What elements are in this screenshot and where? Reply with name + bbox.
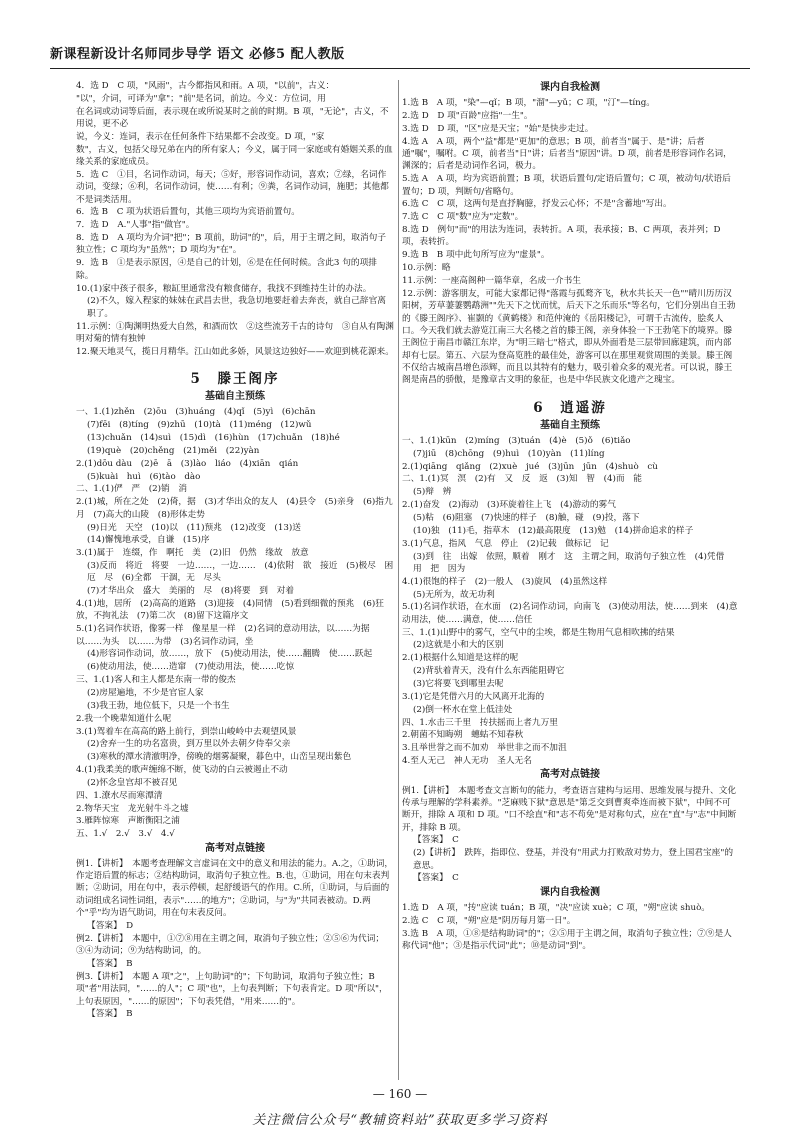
- answer-line: 4.(1)很饱的样子 (2)一般人 (3)旋风 (4)虽然这样: [402, 576, 608, 587]
- answer-line: 例1.【讲析】 本题考查文言断句的能力，考查语言建构与运用、思维发展与提升、文化传承与理解的学科素养。"芝麻贱下狱"意思是"第乏交到曹爽牵连而被下狱"，中间不可断开，排除 A 项和 D 项。"口不绘直"和"志不苟免"是对称句式，应在"直"与"志"中间断开，排除 B 项。: [402, 785, 737, 833]
- answer-line: 11.示例：①陶渊明热爱大自然，和酒而饮 ②这些流芳千古的诗句 ③自从有陶渊明对菊的情有独钟: [76, 321, 394, 344]
- answer-line: 四、1.水击三千里 抟扶摇而上者九万里: [402, 717, 558, 728]
- section6-title: 6 逍遥游: [533, 399, 607, 416]
- answer-line: 三、1.(1)客人和主人都是东南一带的俊杰: [76, 675, 236, 686]
- answer-line: 3.选 B A 项，①⑧是结构助词"的"；②⑤用于主谓之间，取消句子独立性；⑦⑨是人称代词"他"；③是指示代词"此"；⑩是动词"到"。: [402, 928, 732, 952]
- answer-line: 3.(1)它是凭借六月的大风离开北海的: [402, 691, 545, 702]
- answer-line: 例1.【讲析】 本题考查理解文言虚词在文中的意义和用法的能力。A.之，①助词，作定语后置的标志；②结构助词，取消句子独立性。B.也，①助词，用在句末表判断；②助词，用在句中，表示停顿，起舒缓语气的作用。C.所，①助词，与后面的动词组成名词性词组，表示"……的地方"；②助词，与"为"共同表被动。D.两个"乎"均为语气助词，用在句末表反问。: [76, 858, 394, 919]
- answer-line: 12.示例：游客朋友，可能大家都记得"落霞与孤鹜齐飞，秋水共长天一色""晴川历历汉阳树，芳草萋萋鹦鹉洲""先天下之忧而忧，后天下之乐而乐"等名句，它们分别出自王勃的《滕王阁序》、崔颢的《黄鹤楼》和范仲淹的《岳阳楼记》，可谓千古流传，脍炙人口。今天我们就去游览江南三大名楼之首的滕王阁，亲身体验一下王勃笔下的境界。滕王阁位于南昌市赣江东岸，为"明三暗七"格式，即从外面看是三层带回廊建筑，而内部却有七层。第五、六层为登高览胜的最佳处，游客可以在那里观赏周围的美景。滕王阁不仅给古城南昌增色添辉，而且以其特有的魅力，吸引着众多的观光者。可以说，滕王阁是南昌的骄傲，是豫章古文明的象征，也是中华民族文化遗产之瑰宝。: [402, 288, 736, 386]
- answer-line: (19)què (20)chěng (21)měi (22)yàn: [87, 445, 260, 456]
- answer-line: (3)它将要飞到哪里去呢: [413, 678, 504, 689]
- answer-line: 2.(1)城，所在之处 (2)倚，据 (3)才华出众的友人 (4)县令 (5)亲身 (6)指九月 (7)高大的山陵 (8)形体走势: [76, 497, 393, 520]
- section5-subtitle: 基础自主预练: [205, 391, 265, 403]
- left-answers-part1: [76, 80, 394, 358]
- answer-line: (2)房屋遍地，不少是官宦人家: [87, 687, 204, 698]
- answer-line: 1.选 B A 项，"染"—qǐ；B 项，"溜"—yǔ；C 项，"汀"—tíng。: [402, 98, 655, 109]
- section6-link-title: 高考对点链接: [540, 769, 600, 781]
- left-answers-part3: [76, 858, 394, 1021]
- answer-line: 6．选 B C 项为状语后置句，其他三项均为宾语前置句。: [76, 207, 300, 218]
- answer-line: 4.(1)我柔美的歌声缠绵不断，使飞动的白云被遏止不动: [76, 765, 288, 776]
- answer-line: (2)这就是小和大的区别: [413, 640, 504, 651]
- answer-line: 5.选 A A 项，均为宾语前置；B 项，状语后置句/定语后置句；C 项，被动句/状语后置句；D 项，判断句/省略句。: [402, 174, 731, 197]
- answer-line: 五、1.√ 2.√ 3.√ 4.√: [76, 829, 175, 840]
- answer-line: 2.(1)dōu dàu (2)ē ā (3)lào liáo (4)xiān qián: [76, 458, 299, 469]
- section5-link-title: 高考对点链接: [205, 842, 265, 854]
- answer-line: (2)舍弃一生的功名富贵，到万里以外去朝夕侍奉父亲: [87, 739, 291, 750]
- check1-title: 课内自我检测: [540, 82, 600, 93]
- answer-line: 3.雁阵惊寒 声断衡阳之浦: [76, 816, 180, 827]
- answer-line: 三、1.(1)山野中的雾气，空气中的尘埃，都是生物用气息相吹拂的结果: [402, 627, 675, 638]
- answer-line: 一、1.(1)zhěn (2)ōu (3)huáng (4)qǐ (5)yì (6)chān: [76, 407, 316, 418]
- answer-line: (14)懈愧地承受，自谦 (15)序: [87, 535, 210, 546]
- answer-line: 3.(1)气息，指风 气息 停止 (2)记载 做标记 记: [402, 538, 609, 549]
- right-answers-part4: [402, 902, 738, 952]
- answer-line: 8．选 D A 项均为介词"把"；B 项前，助词"的"，后，用于主谓之间，取消句子独立性；C 项均为"虽然"；D 项均为"在"。: [76, 233, 387, 256]
- answer-line: 5.(1)名词作状语，像雾一样 像星星一样 (2)名词的意动用法，以……为据 以……为头 以……为带 (3)名词作动词，坐: [76, 624, 379, 647]
- answer-line: 9．选 B ①是表示原因，④是自己的计划，⑥是在任何时候。含此3 句的项排除。: [76, 258, 377, 281]
- answer-line: 10.(1)家中孩子很多，粮缸里通常没有粮食储存，我找不到维持生计的办法。: [76, 283, 372, 294]
- answer-line: 【答案】 C: [413, 873, 459, 884]
- answer-line: 3.(1)属于 连缀，作 啊托 美 (2)旧 仍然 缘故 放意: [76, 548, 309, 559]
- answer-line: 7.选 C C 项"数"应为"定数"。: [402, 212, 524, 223]
- answer-line: 5．选 C ①目，名词作动词，每天；⑤好，形容词作动词，喜欢；⑦绿，名词作动词，变绿；⑥利，名词作动词，使……有利；⑨粪，名词作动词，施肥；其他都不是词类活用。: [76, 169, 389, 205]
- answer-line: 2.我一个晚辈知道什么呢: [76, 713, 172, 724]
- answer-line: (9)日光 天空 (10)以 (11)预兆 (12)改变 (13)送: [87, 522, 301, 533]
- answer-line: 【答案】 C: [413, 835, 459, 846]
- answer-line: 数"，古义，包括父母兄弟在内的所有家人；今义，属于同一家庭或有婚姻关系的血缘关系的家庭成员。: [76, 144, 393, 168]
- answer-line: 【答案】 D: [87, 921, 134, 931]
- answer-line: 1.选 D A 项，"抟"应读 tuán；B 项，"决"应读 xuè；C 项，"朔"应读 shuò。: [402, 903, 710, 913]
- answer-line: 3.(1)驾着车在高高的路上前行，到崇山峻岭中去观望风景: [76, 726, 297, 737]
- answer-line: (3)到 往 出嫁 依照，顺着 刚才 这 主谓之间，取消句子独立性 (4)凭借 用 把 因为: [413, 551, 733, 574]
- answer-line: (2)怀念皇宫却不被召见: [87, 777, 178, 788]
- right-answers-part1: [402, 97, 738, 386]
- answer-line: 在名词或动词等后面，表示现在或所说某时之前的时期。B 项，"无论"，古义，不用说，更不必: [76, 106, 389, 130]
- answer-line: 5.(1)名词作状语，在水面 (2)名词作动词，向南飞 (3)使动用法，使……到来 (4)意动用法，使……满意，使……信任: [402, 602, 738, 625]
- answer-line: (4)形容词作动词，放……，放下 (5)使动用法，使……翻腾 使……跃起: [87, 649, 373, 660]
- page-header: 新课程新设计名师同步导学 语文 必修5 配人教版: [50, 46, 750, 69]
- answer-line: 3.选 D D 项，"区"应是天宝；"始"是快步走过。: [402, 123, 594, 134]
- answer-line: (2)不久，嫁入程家的妹妹在武昌去世，我急切地要赶着去奔丧，就自己辞官离职了。: [87, 296, 386, 319]
- answer-line: 10.示例：略: [402, 263, 451, 274]
- answer-line: 2.朝菌不知晦朔 蟪蛄不知春秋: [402, 730, 524, 741]
- answer-line: 4．选 D C 项，"风雨"，古今都指风和雨。A 项，"以前"，古义：: [76, 81, 335, 91]
- answer-line: 一、1.(1)kūn (2)míng (3)tuán (4)è (5)ǒ (6)tiǎo: [402, 435, 631, 446]
- answer-line: 2.选 C C 项，"朔"应是"阴历每月第一日"。: [402, 915, 576, 926]
- answer-line: 6.选 C C 项，这两句是直抒胸臆，抒发云心怀；不是"含蓄地"写出。: [402, 199, 672, 210]
- answer-line: 说，今义：连词，表示在任何条件下结果都不会改变。D 项，"家: [76, 131, 325, 142]
- column-divider: [398, 80, 399, 1080]
- answer-line: 二、1.(1)俨 严 (2)销 消: [76, 484, 188, 495]
- footer-note: 关注微信公众号“教辅资料站”获取更多学习资料: [252, 1113, 548, 1128]
- answer-line: 12.聚天地灵气，揽日月精华。江山如此多娇，风景这边独好——欢迎到桃花源来。: [76, 346, 394, 357]
- answer-line: 2.选 D D 项"百龄"应指"一生"。: [402, 111, 533, 122]
- answer-line: (5)无所为，故无功利: [413, 589, 495, 600]
- answer-line: (3)反而 将近 将要 一边……，一边…… (4)依附 欲 接近 (5)极尽 困厄 尽 (6)全都 干涸，无 尽头: [87, 561, 394, 584]
- answer-line: 例2.【讲析】 本题中，①⑦⑧用在主谓之间，取消句子独立性；②⑤⑥为代词；③④为动词；⑨为结构助词，的。: [76, 933, 385, 957]
- answer-line: (5)kuài huì (6)tào dào: [87, 471, 201, 482]
- answer-line: 2.物华天宝 龙光射牛斗之墟: [76, 803, 189, 814]
- check2-title: 课内自我检测: [540, 886, 600, 898]
- answer-line: 2.(1)根据什么知道是这样的呢: [402, 653, 519, 664]
- answer-line: 9.选 B B 项中此句所写应为"虚景"。: [402, 250, 550, 261]
- section6-subtitle: 基础自主预练: [540, 419, 600, 431]
- answer-line: 【答案】 B: [87, 959, 133, 970]
- answer-line: 2.(1)qiāng qiǎng (2)xuè jué (3)jūn jūn (4)shuò cù: [402, 461, 658, 472]
- answer-line: 例3.【讲析】 本题 A 项"之"，上句助词"的"；下句助词，取消句子独立性；B 项"者"用法同，"……的人"；C 项"也"，上句表判断；下句表肯定。D 项"所以"，上句表原因，"……的原因"；下句表凭借，"用来……的"。: [76, 971, 388, 1007]
- answer-line: (2)背驮着青天，没有什么东西能阻碍它: [413, 666, 565, 677]
- answer-line: (13)chuǎn (14)suì (15)dì (16)hùn (17)chuǎn (18)hé: [87, 433, 340, 444]
- answer-line: (2)倒一杯水在堂上低洼处: [413, 704, 513, 715]
- right-answers-part2: [402, 435, 738, 767]
- answer-line: 四、1.潦水尽而寒潭清: [76, 790, 163, 801]
- answer-line: 3.且举世誉之而不加劝 举世非之而不加沮: [402, 743, 567, 754]
- answer-line: 二、1.(1)冥 溟 (2)有 又 反 返 (3)知 智 (4)而 能: [402, 474, 642, 485]
- answer-line: 4.至人无己 神人无功 圣人无名: [402, 756, 532, 767]
- answer-line: (5)辩 辨: [413, 487, 452, 498]
- page-number: — 160 —: [372, 1087, 428, 1101]
- answer-line: 4.选 A A 项，两个"益"都是"更加"的意思；B 项，前者当"属于、是"讲；后者通"嘱"，嘱咐。C 项，前者当"日"讲；后者当"原因"讲。D 项，前者是形容词作名词，渊深的；后者是动词作名词，极力。: [402, 136, 732, 172]
- answer-line: (10)独 (11)毛，指草木 (12)最高限度 (13)勉 (14)拼命追求的样子: [413, 525, 694, 536]
- answer-line: 8.选 D 例句"而"的用法为连词，表转折。A 项，表承接；B、C 两项，表并列；D 项，表转折。: [402, 225, 721, 248]
- answer-line: 4.(1)地，居所 (2)高高的道路 (3)迎接 (4)同情 (5)看到细微的预兆 (6)狂放，不拘礼法 (7)第二次 (8)留下这篇序文: [76, 599, 384, 622]
- answer-line: (6)使动用法，使……造窜 (7)使动用法，使……吃惊: [87, 662, 295, 673]
- right-answers-part3: [402, 785, 738, 885]
- left-column: [76, 80, 394, 1085]
- left-answers-part2: [76, 406, 394, 840]
- answer-line: (3)寒秋的潭水清澈明净，傍晚的烟雾凝聚，暮色中，山峦呈现出紫色: [87, 752, 352, 763]
- answer-line: (3)我王勃，地位低下，只是一个书生: [87, 700, 230, 711]
- answer-line: 【答案】 B: [87, 1009, 133, 1020]
- answer-line: (7)fēi (8)tíng (9)zhū (10)tà (11)méng (12)wǔ: [87, 420, 312, 431]
- answer-line: (7)才华出众 盛大 美丽的 尽 (8)将要 到 对着: [87, 586, 295, 597]
- right-column: [402, 80, 738, 1085]
- answer-line: (7)jiū (8)chōng (9)huì (10)yàn (11)líng: [413, 448, 605, 459]
- answer-line: 2.(1)奋发 (2)海动 (3)环旋着往上飞 (4)游动的雾气: [402, 500, 616, 511]
- answer-line: "以"，介词，可译为"拿"；"前"是名词，前边。今义：方位词，用: [76, 93, 326, 104]
- answer-line: 11.示例：一座高阁种一篇华章，名成一介书生: [402, 276, 581, 286]
- section5-title: 5 滕王阁序: [190, 371, 280, 388]
- answer-line: (5)粘 (6)阻塞 (7)快速的样子 (8)触，碰 (9)投，落下: [413, 513, 640, 523]
- answer-line: (2)【讲析】 跌阵，指即位、登基，并没有"用武力打败敌对势力，登上国君宝座"的意思。: [413, 848, 734, 871]
- answer-line: 7．选 D A."人事"指"做官"。: [76, 220, 195, 231]
